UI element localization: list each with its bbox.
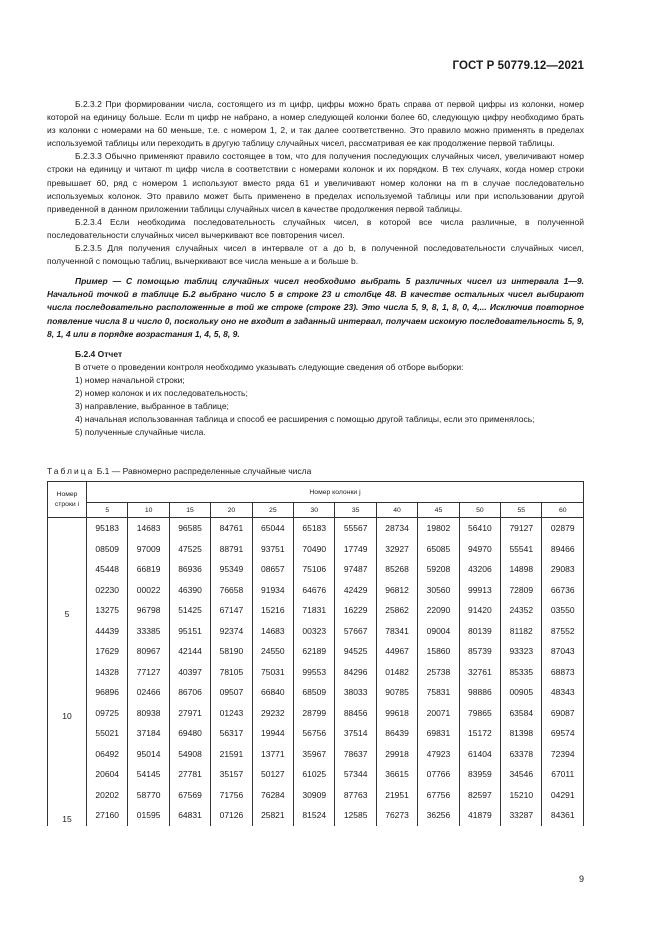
table-cell: 14683 [252, 621, 293, 642]
column-index-header: 40 [376, 503, 417, 518]
table-row [48, 641, 584, 662]
table-cell: 69087 [542, 703, 584, 724]
table-cell: 98886 [459, 682, 500, 703]
table-cell: 62189 [294, 641, 335, 662]
table-cell: 81398 [501, 723, 542, 744]
table-cell: 55021 [87, 723, 128, 744]
table-cell: 70490 [294, 539, 335, 560]
table-cell: 17629 [87, 641, 128, 662]
table-cell: 93323 [501, 641, 542, 662]
table-cell: 33287 [501, 805, 542, 826]
table-cell: 76284 [252, 785, 293, 806]
table-cell: 27781 [169, 764, 210, 785]
table-row [48, 785, 584, 806]
table-cell: 00323 [294, 621, 335, 642]
table-cell: 43206 [459, 559, 500, 580]
table-cell: 12585 [335, 805, 376, 826]
table-cell: 84761 [211, 518, 252, 539]
table-cell: 20604 [87, 764, 128, 785]
table-cell: 86936 [169, 559, 210, 580]
table-cell: 02879 [542, 518, 584, 539]
table-cell: 42429 [335, 580, 376, 601]
table-cell: 40397 [169, 662, 210, 683]
table-cell: 85268 [376, 559, 417, 580]
table-cell: 14328 [87, 662, 128, 683]
table-cell: 32927 [376, 539, 417, 560]
table-cell: 30909 [294, 785, 335, 806]
table-cell: 88791 [211, 539, 252, 560]
table-cell: 80967 [128, 641, 169, 662]
table-cell: 63584 [501, 703, 542, 724]
table-cell: 72809 [501, 580, 542, 601]
table-cell: 68509 [294, 682, 335, 703]
table-cell: 04291 [542, 785, 584, 806]
table-cell: 57344 [335, 764, 376, 785]
table-cell: 99618 [376, 703, 417, 724]
table-cell: 95183 [87, 518, 128, 539]
column-index-header: 55 [501, 503, 542, 518]
table-cell: 69480 [169, 723, 210, 744]
table-cell: 77127 [128, 662, 169, 683]
table-cell: 25862 [376, 600, 417, 621]
table-cell: 75106 [294, 559, 335, 580]
page-number: 9 [578, 874, 584, 884]
table-cell: 87552 [542, 621, 584, 642]
table-cell: 00022 [128, 580, 169, 601]
table-cell: 69831 [418, 723, 459, 744]
table-cell: 44439 [87, 621, 128, 642]
table-row [48, 723, 584, 744]
table-cell: 79127 [501, 518, 542, 539]
table-cell: 25821 [252, 805, 293, 826]
table-cell: 96798 [128, 600, 169, 621]
table-cell: 56756 [294, 723, 335, 744]
table-cell: 28799 [294, 703, 335, 724]
table-cell: 30560 [418, 580, 459, 601]
table-cell: 95014 [128, 744, 169, 765]
table-cell: 76273 [376, 805, 417, 826]
table-cell: 13275 [87, 600, 128, 621]
table-cell: 80938 [128, 703, 169, 724]
table-cell: 87043 [542, 641, 584, 662]
table-cell: 99553 [294, 662, 335, 683]
column-index-header: 50 [459, 503, 500, 518]
table-cell: 21951 [376, 785, 417, 806]
table-caption-text: Б.1 — Равномерно распределенные случайные числа [94, 466, 312, 476]
table-cell: 58190 [211, 641, 252, 662]
table-cell: 65183 [294, 518, 335, 539]
table-cell: 36256 [418, 805, 459, 826]
table-cell: 88456 [335, 703, 376, 724]
table-cell: 72394 [542, 744, 584, 765]
table-cell: 20071 [418, 703, 459, 724]
table-cell: 64676 [294, 580, 335, 601]
table-cell: 25738 [418, 662, 459, 683]
table-cell: 84361 [542, 805, 584, 826]
paragraph-b-2-3-4: Б.2.3.4 Если необходима последовательность случайных чисел, в которой все числа различные, в полученной последовательности случайных чисел вычеркивают все повторения чисел. [47, 216, 584, 240]
table-cell: 51425 [169, 600, 210, 621]
table-cell: 07126 [211, 805, 252, 826]
table-cell: 95151 [169, 621, 210, 642]
table-row [48, 600, 584, 621]
table-cell: 15210 [501, 785, 542, 806]
table-row [48, 559, 584, 580]
table-cell: 65085 [418, 539, 459, 560]
table-cell: 56317 [211, 723, 252, 744]
table-cell: 75031 [252, 662, 293, 683]
table-cell: 80139 [459, 621, 500, 642]
table-row [48, 662, 584, 683]
table-cell: 02230 [87, 580, 128, 601]
table-cell: 67011 [542, 764, 584, 785]
table-cell: 75831 [418, 682, 459, 703]
table-cell: 47923 [418, 744, 459, 765]
paragraph-b-2-3-2: Б.2.3.2 При формировании числа, состоящего из m цифр, цифры можно брать справа от первой цифры из колонки, номер которой на единицу больше. Если m цифр не набрано, а номер следующей колонки более 60, следующую цифру необходимо брать из колонки с номерами на 60 меньше, т.е. с номером 1, 2, и так далее соответственно. Это правило можно применять в пределах используемой таблицы или переходить в другую таблицу случайных чисел, рассматривая ее как продолжение первой таблицы. [47, 99, 584, 149]
table-cell: 37184 [128, 723, 169, 744]
table-row [48, 518, 584, 539]
table-cell: 54908 [169, 744, 210, 765]
table-cell: 01243 [211, 703, 252, 724]
table-cell: 65044 [252, 518, 293, 539]
table-cell: 45448 [87, 559, 128, 580]
table-cell: 56410 [459, 518, 500, 539]
table-cell: 94970 [459, 539, 500, 560]
row-number-cell: 10 [48, 621, 87, 724]
column-index-header: 35 [335, 503, 376, 518]
table-cell: 84296 [335, 662, 376, 683]
table-cell: 08509 [87, 539, 128, 560]
table-cell: 37514 [335, 723, 376, 744]
table-cell: 61404 [459, 744, 500, 765]
table-cell: 44967 [376, 641, 417, 662]
row-number-cell: 5 [48, 518, 87, 621]
table-row [48, 805, 584, 826]
table-cell: 09725 [87, 703, 128, 724]
table-caption-prefix: Таблица [47, 466, 95, 476]
table-cell: 59208 [418, 559, 459, 580]
table-cell: 15172 [459, 723, 500, 744]
report-list-item: 3) направление, выбранное в таблице; [75, 401, 229, 412]
table-cell: 13771 [252, 744, 293, 765]
table-body [48, 518, 584, 826]
row-number-header: Номер строки i [48, 482, 87, 518]
table-cell: 99913 [459, 580, 500, 601]
table-cell: 91420 [459, 600, 500, 621]
table-cell: 55567 [335, 518, 376, 539]
table-cell: 38033 [335, 682, 376, 703]
table-cell: 55541 [501, 539, 542, 560]
table-cell: 19802 [418, 518, 459, 539]
table-cell: 06492 [87, 744, 128, 765]
table-cell: 28734 [376, 518, 417, 539]
table-cell: 71831 [294, 600, 335, 621]
table-cell: 17749 [335, 539, 376, 560]
table-cell: 54145 [128, 764, 169, 785]
table-cell: 95349 [211, 559, 252, 580]
table-cell: 64831 [169, 805, 210, 826]
paragraph-b-2-3-5: Б.2.3.5 Для получения случайных чисел в интервале от a до b, в полученной последовательности случайных чисел, полученной с помощью таблиц, вычеркивают все числа меньше a и больше b. [47, 243, 584, 267]
table-cell: 48343 [542, 682, 584, 703]
column-index-row [48, 503, 584, 518]
table-row [48, 744, 584, 765]
table-cell: 86439 [376, 723, 417, 744]
table-cell: 85335 [501, 662, 542, 683]
table-cell: 81524 [294, 805, 335, 826]
table-cell: 94525 [335, 641, 376, 662]
table-cell: 96585 [169, 518, 210, 539]
table-cell: 81182 [501, 621, 542, 642]
table-cell: 27971 [169, 703, 210, 724]
table-cell: 16229 [335, 600, 376, 621]
table-cell: 03550 [542, 600, 584, 621]
table-cell: 29083 [542, 559, 584, 580]
table-cell: 68873 [542, 662, 584, 683]
table-cell: 46390 [169, 580, 210, 601]
table-cell: 32761 [459, 662, 500, 683]
table-row [48, 764, 584, 785]
table-cell: 76658 [211, 580, 252, 601]
table-cell: 35157 [211, 764, 252, 785]
table-row [48, 539, 584, 560]
column-index-header: 60 [542, 503, 584, 518]
column-index-header: 30 [294, 503, 335, 518]
report-list-item: 4) начальная использованная таблица и способ ее расширения с помощью другой таблицы, если это применялось; [75, 414, 535, 425]
table-cell: 96812 [376, 580, 417, 601]
table-cell: 42144 [169, 641, 210, 662]
column-index-header: 15 [169, 503, 210, 518]
table-cell: 24550 [252, 641, 293, 662]
table-cell: 67569 [169, 785, 210, 806]
table-cell: 22090 [418, 600, 459, 621]
table-cell: 85739 [459, 641, 500, 662]
document-body [47, 98, 584, 439]
table-cell: 21591 [211, 744, 252, 765]
table-cell: 83959 [459, 764, 500, 785]
table-cell: 57667 [335, 621, 376, 642]
report-intro: В отчете о проведении контроля необходимо указывать следующие сведения об отборе выборки: [75, 361, 464, 372]
table-cell: 97487 [335, 559, 376, 580]
table-cell: 14898 [501, 559, 542, 580]
table-cell: 66736 [542, 580, 584, 601]
table-cell: 96896 [87, 682, 128, 703]
table-cell: 15860 [418, 641, 459, 662]
table-cell: 97009 [128, 539, 169, 560]
example-paragraph: Пример — С помощью таблиц случайных чисел необходимо выбрать 5 различных чисел из интервала 1—9. Начальной точкой в таблице Б.2 выбрано число 5 в строке 23 и столбце 48. В качестве остальных чисел выбирают числа последовательно расположенные в той же строке (строке 23). Это числа 5, 9, 8, 1, 8, 0, 4,... Исключив повторное появление числа 8 и число 0, поскольку оно не входит в заданный интервал, получаем искомую последовательность 5, 9, 8, 1, 4 или в порядке возрастания 1, 4, 5, 8, 9. [47, 276, 584, 339]
table-cell: 66819 [128, 559, 169, 580]
table-cell: 78105 [211, 662, 252, 683]
column-number-header: Номер колонки j [87, 482, 584, 503]
table-cell: 15216 [252, 600, 293, 621]
table-cell: 89466 [542, 539, 584, 560]
table-cell: 19944 [252, 723, 293, 744]
table-cell: 78341 [376, 621, 417, 642]
table-cell: 82597 [459, 785, 500, 806]
table-cell: 20202 [87, 785, 128, 806]
table-cell: 14683 [128, 518, 169, 539]
report-list-item: 1) номер начальной строки; [75, 374, 185, 385]
table-cell: 63378 [501, 744, 542, 765]
column-index-header: 25 [252, 503, 293, 518]
column-index-header: 45 [418, 503, 459, 518]
table-row [48, 621, 584, 642]
table-cell: 41879 [459, 805, 500, 826]
table-cell: 35967 [294, 744, 335, 765]
table-cell: 34546 [501, 764, 542, 785]
row-number-cell: 15 [48, 723, 87, 826]
table-row [48, 682, 584, 703]
table-cell: 90785 [376, 682, 417, 703]
table-cell: 50127 [252, 764, 293, 785]
section-title-report: Б.2.4 Отчет [75, 348, 123, 359]
table-cell: 86706 [169, 682, 210, 703]
table-cell: 87763 [335, 785, 376, 806]
table-cell: 67147 [211, 600, 252, 621]
table-cell: 67756 [418, 785, 459, 806]
table-cell: 29918 [376, 744, 417, 765]
report-list-item: 2) номер колонок и их последовательность; [75, 387, 248, 398]
table-cell: 27160 [87, 805, 128, 826]
table-cell: 61025 [294, 764, 335, 785]
table-cell: 66840 [252, 682, 293, 703]
table-cell: 79865 [459, 703, 500, 724]
table-cell: 33385 [128, 621, 169, 642]
table-cell: 07766 [418, 764, 459, 785]
table-cell: 92374 [211, 621, 252, 642]
column-index-header: 5 [87, 503, 128, 518]
column-index-header: 10 [128, 503, 169, 518]
report-list-item: 5) полученные случайные числа. [75, 427, 206, 438]
table-cell: 93751 [252, 539, 293, 560]
table-cell: 71756 [211, 785, 252, 806]
table-cell: 09507 [211, 682, 252, 703]
column-index-header: 20 [211, 503, 252, 518]
table-caption [47, 466, 311, 476]
table-cell: 58770 [128, 785, 169, 806]
table-row [48, 580, 584, 601]
table-row [48, 703, 584, 724]
table-cell: 47525 [169, 539, 210, 560]
table-cell: 01595 [128, 805, 169, 826]
table-cell: 69574 [542, 723, 584, 744]
random-numbers-table [47, 481, 584, 826]
table-cell: 78637 [335, 744, 376, 765]
document-header: ГОСТ Р 50779.12—2021 [452, 60, 584, 72]
table-cell: 36615 [376, 764, 417, 785]
table-cell: 01482 [376, 662, 417, 683]
table-cell: 08657 [252, 559, 293, 580]
table-cell: 91934 [252, 580, 293, 601]
table-cell: 24352 [501, 600, 542, 621]
table-cell: 02466 [128, 682, 169, 703]
table-cell: 09004 [418, 621, 459, 642]
table-cell: 00905 [501, 682, 542, 703]
paragraph-b-2-3-3: Б.2.3.3 Обычно применяют правило состоящее в том, что для получения последующих случайных чисел, увеличивают номер строки на единицу и читают m цифр числа в соответствии с номерами колонок и их порядком. В тех случаях, когда номер строки превышает 60, ряд с номером 1 используют вместо ряда 61 и увеличивают номер колонки на m в случае последовательно используемых колонок. Это правило может быть применено в пределах используемой таблицы или при использовании другой приведенной в данном приложении таблицы случайных чисел в качестве продолжения первой таблицы. [47, 151, 584, 214]
table-cell: 29232 [252, 703, 293, 724]
